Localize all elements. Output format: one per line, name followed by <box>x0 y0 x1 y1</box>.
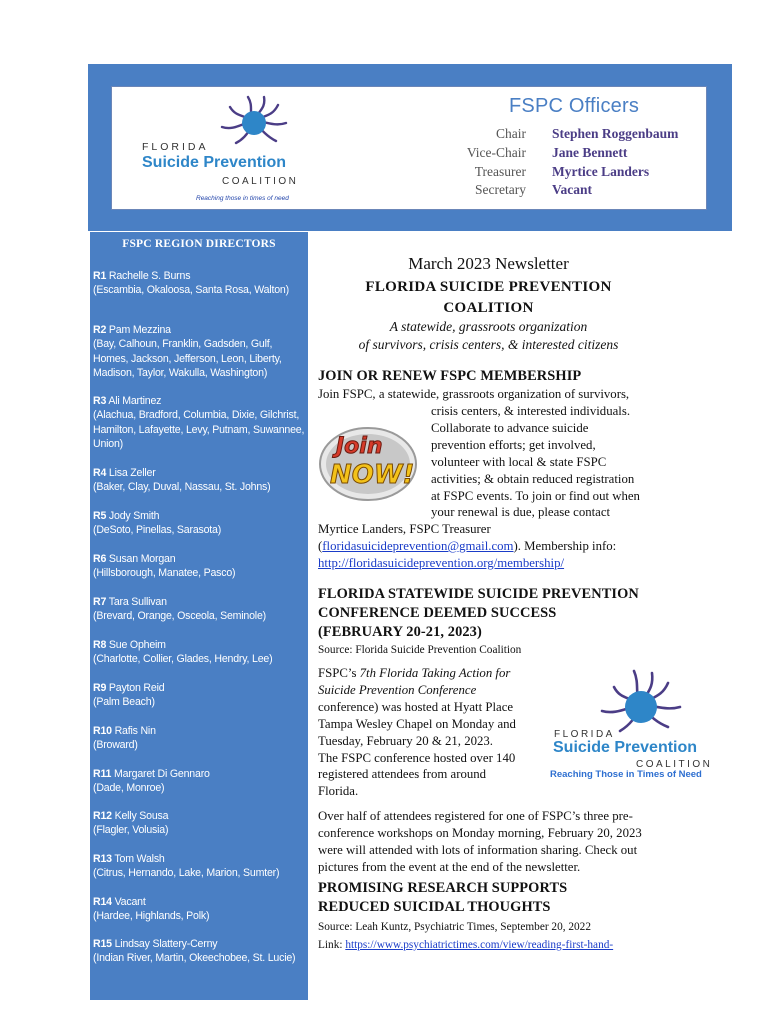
conference-p2-line: Over half of attendees registered for one of FSPC’s three pre- <box>318 809 633 823</box>
region-code: R15 <box>93 938 112 950</box>
region-counties: (Alachua, Bradford, Columbia, Dixie, Gilchrist, Hamilton, Lafayette, Levy, Putnam, Suwannee, Union) <box>93 409 305 450</box>
region-item-r9 <box>93 681 305 710</box>
region-item-r5 <box>93 509 305 538</box>
sun-logo-icon <box>596 665 686 739</box>
officer-name: Myrtice Landers <box>552 164 650 179</box>
conference-logo-florida: FLORIDA <box>554 729 615 740</box>
region-counties: (Hillsborough, Manatee, Pasco) <box>93 567 236 580</box>
org-tagline <box>316 318 661 354</box>
conference-p1-line: Tuesday, February 20 & 21, 2023. <box>318 733 494 748</box>
conference-p1-italic-b: Suicide Prevention Conference <box>318 682 477 697</box>
region-counties: (Bay, Calhoun, Franklin, Gadsden, Gulf, Homes, Jackson, Jefferson, Leon, Liberty, Madison, Taylor, Wakulla, Washington) <box>93 338 282 379</box>
org-tagline-line1: A statewide, grassroots organization <box>389 319 588 334</box>
conference-p2-line: conference workshops on Monday morning, February 20, 2023 <box>318 825 642 840</box>
join-line: crisis centers, & interested individuals. <box>431 404 631 418</box>
region-director: Sue Opheim <box>108 639 166 651</box>
officer-role: Treasurer <box>474 164 526 179</box>
region-code: R14 <box>93 896 112 908</box>
fspc-logo <box>136 91 316 203</box>
region-counties: (DeSoto, Pinellas, Sarasota) <box>93 524 222 537</box>
org-name-line2: COALITION <box>443 300 534 316</box>
region-directors-sidebar <box>90 232 308 1000</box>
region-item-r14 <box>93 895 305 924</box>
conference-p1-line: Tampa Wesley Chapel on Monday and <box>318 716 516 731</box>
join-heading: JOIN OR RENEW FSPC MEMBERSHIP <box>318 368 582 384</box>
research-source: Source: Leah Kuntz, Psychiatric Times, September 20, 2022 <box>318 921 591 933</box>
region-code: R5 <box>93 510 107 522</box>
region-counties: (Indian River, Martin, Okeechobee, St. Lucie) <box>93 952 296 965</box>
officer-role: Vice-Chair <box>466 145 526 160</box>
banner-card <box>111 86 707 210</box>
join-wrapped-text <box>431 403 721 521</box>
newsletter-title: March 2023 Newsletter <box>408 254 569 273</box>
email-paren: ( <box>318 538 323 553</box>
join-badge-word: Join <box>336 434 383 459</box>
logo-florida-text: FLORIDA <box>142 141 209 153</box>
region-director: Susan Morgan <box>108 553 176 565</box>
conference-heading-line3: (FEBRUARY 20-21, 2023) <box>318 624 482 640</box>
region-counties: (Hardee, Highlands, Polk) <box>93 910 210 923</box>
research-article-link[interactable]: https://www.psychiatrictimes.com/view/reading-first-hand- <box>345 939 614 951</box>
region-item-r4 <box>93 466 305 495</box>
region-counties: (Citrus, Hernando, Lake, Marion, Sumter) <box>93 867 280 880</box>
officer-row-vice-chair <box>412 145 712 163</box>
region-code: R6 <box>93 553 107 565</box>
region-code: R1 <box>93 270 107 282</box>
region-director: Tara Sullivan <box>108 596 167 608</box>
conference-heading-line1: FLORIDA STATEWIDE SUICIDE PREVENTION <box>318 586 639 602</box>
officer-role: Secretary <box>475 182 526 197</box>
join-line: at FSPC events. To join or find out when <box>431 488 640 503</box>
region-item-r11 <box>93 767 305 796</box>
region-director: Kelly Sousa <box>114 810 169 822</box>
region-item-r6 <box>93 552 305 581</box>
region-director: Rafis Nin <box>114 725 156 737</box>
research-heading-line2: REDUCED SUICIDAL THOUGHTS <box>318 899 551 915</box>
region-code: R10 <box>93 725 112 737</box>
region-item-r1 <box>93 269 305 298</box>
conference-logo <box>548 665 723 781</box>
region-director: Jody Smith <box>108 510 160 522</box>
region-code: R13 <box>93 853 112 865</box>
region-item-r7 <box>93 595 305 624</box>
join-line1: Join FSPC, a statewide, grassroots organization of survivors, <box>318 387 630 401</box>
region-code: R7 <box>93 596 107 608</box>
membership-info-label: ). Membership info: <box>513 538 617 553</box>
research-link-label: Link: <box>318 939 346 951</box>
region-item-r8 <box>93 638 305 667</box>
officer-name: Stephen Roggenbaum <box>552 126 679 141</box>
conference-paragraph-1 <box>318 665 546 800</box>
region-code: R11 <box>93 768 112 780</box>
officer-name: Jane Bennett <box>552 145 628 160</box>
region-code: R8 <box>93 639 107 651</box>
org-tagline-line2: of survivors, crisis centers, & interested citizens <box>358 337 619 352</box>
conference-p2-line: were will attended with lots of information sharing. Check out <box>318 842 638 857</box>
join-line: prevention efforts; get involved, <box>431 437 596 452</box>
join-contact-name: Myrtice Landers, FSPC Treasurer <box>318 522 491 536</box>
region-item-r12 <box>93 809 305 838</box>
region-counties: (Flagler, Volusia) <box>93 824 169 837</box>
sun-logo-icon <box>214 91 294 153</box>
officer-row-chair <box>412 126 712 144</box>
region-director: Rachelle S. Burns <box>108 270 191 282</box>
join-line: activities; & obtain reduced registration <box>431 471 635 486</box>
region-item-r13 <box>93 852 305 881</box>
conference-heading-line2: CONFERENCE DEEMED SUCCESS <box>318 605 557 621</box>
conference-p1-line: conference) was hosted at Hyatt Place <box>318 699 514 714</box>
research-heading <box>318 879 567 917</box>
sidebar-title: FSPC REGION DIRECTORS <box>122 238 276 250</box>
region-counties: (Brevard, Orange, Osceola, Seminole) <box>93 610 266 623</box>
conference-logo-coalition: COALITION <box>636 759 713 770</box>
region-director: Lisa Zeller <box>108 467 156 479</box>
conference-paragraph-2 <box>318 808 723 876</box>
join-contact <box>318 521 723 572</box>
logo-coalition-text: COALITION <box>222 176 299 187</box>
conference-p2-line: pictures from the event at the end of the newsletter. <box>318 859 581 874</box>
org-name-line1: FLORIDA SUICIDE PREVENTION <box>365 279 612 295</box>
research-heading-line1: PROMISING RESEARCH SUPPORTS <box>318 880 568 896</box>
logo-suicide-prevention-text: Suicide Prevention <box>142 154 287 171</box>
region-director: Tom Walsh <box>114 853 165 865</box>
officer-name: Vacant <box>552 182 593 197</box>
join-badge-now: NOW! <box>330 460 415 490</box>
region-code: R9 <box>93 682 107 694</box>
region-item-r3 <box>93 394 305 451</box>
membership-email-link[interactable]: floridasuicideprevention@gmail.com <box>322 538 514 553</box>
officer-role: Chair <box>496 126 526 141</box>
conference-logo-tagline: Reaching Those in Times of Need <box>550 769 702 780</box>
membership-url-link[interactable]: http://floridasuicideprevention.org/membership/ <box>318 555 565 570</box>
header-banner <box>88 64 732 231</box>
officer-row-treasurer <box>412 164 712 182</box>
conference-p1-line: registered attendees from around <box>318 767 487 782</box>
conference-source: Source: Florida Suicide Prevention Coalition <box>318 644 522 656</box>
region-director: Ali Martinez <box>108 395 162 407</box>
region-counties: (Baker, Clay, Duval, Nassau, St. Johns) <box>93 481 271 494</box>
officers-title: FSPC Officers <box>509 95 640 117</box>
join-line: your renewal is due, please contact <box>431 505 611 520</box>
org-name <box>316 277 661 319</box>
region-item-r15 <box>93 937 305 966</box>
region-counties: (Broward) <box>93 739 138 752</box>
logo-tagline: Reaching those in times of need <box>196 195 289 202</box>
join-line: volunteer with local & state FSPC <box>431 454 607 469</box>
officer-row-secretary <box>412 182 712 200</box>
region-counties: (Escambia, Okaloosa, Santa Rosa, Walton) <box>93 284 289 297</box>
region-counties: (Dade, Monroe) <box>93 782 165 795</box>
join-now-badge[interactable] <box>318 426 418 502</box>
region-code: R12 <box>93 810 112 822</box>
join-line: Collaborate to advance suicide <box>431 420 589 435</box>
region-director: Pam Mezzina <box>108 324 171 336</box>
region-code: R4 <box>93 467 107 479</box>
region-director: Payton Reid <box>108 682 165 694</box>
conference-p1-line: Florida. <box>318 784 359 799</box>
region-counties: (Palm Beach) <box>93 696 155 709</box>
region-director: Vacant <box>114 896 146 908</box>
research-link-row <box>318 939 613 951</box>
region-counties: (Charlotte, Collier, Glades, Hendry, Lee) <box>93 653 273 666</box>
region-code: R2 <box>93 324 107 336</box>
region-item-r10 <box>93 724 305 753</box>
conference-heading <box>318 585 639 642</box>
region-item-r2 <box>93 323 305 380</box>
conference-p1-italic-a: 7th Florida Taking Action for <box>359 666 511 680</box>
conference-p1-prefix: FSPC’s <box>318 666 360 680</box>
conference-p1-line: The FSPC conference hosted over 140 <box>318 750 516 765</box>
region-code: R3 <box>93 395 107 407</box>
region-director: Lindsay Slattery-Cerny <box>114 938 218 950</box>
region-director: Margaret Di Gennaro <box>114 768 210 780</box>
conference-logo-suicide-prevention: Suicide Prevention <box>553 739 698 756</box>
